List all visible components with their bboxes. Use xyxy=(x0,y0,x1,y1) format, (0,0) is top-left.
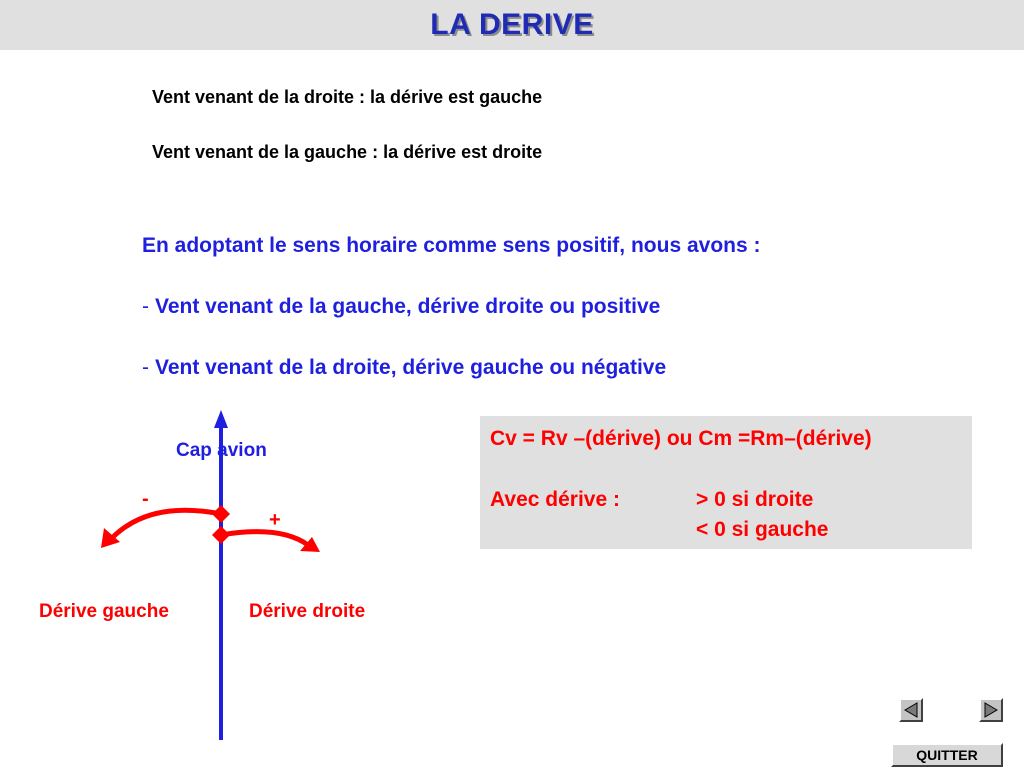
rule-right-wind: Vent venant de la droite : la dérive est gauche xyxy=(152,87,543,107)
formula-line: Cv = Rv –(dérive) ou Cm =Rm–(dérive) xyxy=(490,427,872,450)
left-drift-origin-marker xyxy=(212,505,230,523)
page-title: LA DERIVE xyxy=(430,8,594,41)
plus-sign: + xyxy=(269,509,281,531)
right-drift-curve xyxy=(221,532,308,545)
formula-condition-positive: > 0 si droite xyxy=(696,488,814,511)
convention-item-positive xyxy=(142,295,660,319)
derive-gauche-label: Dérive gauche xyxy=(39,601,169,622)
convention-item-negative-text: Vent venant de la droite, dérive gauche ou négative xyxy=(155,356,667,379)
formula-avec: Avec dérive : xyxy=(490,488,620,511)
right-drift-origin-marker xyxy=(212,526,230,544)
minus-sign: - xyxy=(142,488,149,510)
derive-droite-label: Dérive droite xyxy=(249,601,366,622)
quit-button[interactable]: QUITTER xyxy=(891,743,1003,767)
triangle-right-icon xyxy=(983,702,999,718)
convention-item-positive-text: Vent venant de la gauche, dérive droite ou positive xyxy=(155,295,661,318)
left-drift-curve xyxy=(112,510,221,538)
rule-left-wind: Vent venant de la gauche : la dérive est droite xyxy=(152,142,543,162)
bullet-dash: - xyxy=(142,356,149,379)
formula-condition-negative: < 0 si gauche xyxy=(696,518,829,541)
previous-button[interactable] xyxy=(899,698,923,722)
title-bar xyxy=(0,0,1024,50)
convention-intro: En adoptant le sens horaire comme sens positif, nous avons : xyxy=(142,234,761,257)
triangle-left-icon xyxy=(903,702,919,718)
cap-avion-label: Cap avion xyxy=(176,440,267,461)
heading-arrow-head xyxy=(214,410,228,428)
next-button[interactable] xyxy=(979,698,1003,722)
formula-box xyxy=(480,416,972,549)
convention-item-negative xyxy=(142,356,666,380)
bullet-dash: - xyxy=(142,295,149,318)
